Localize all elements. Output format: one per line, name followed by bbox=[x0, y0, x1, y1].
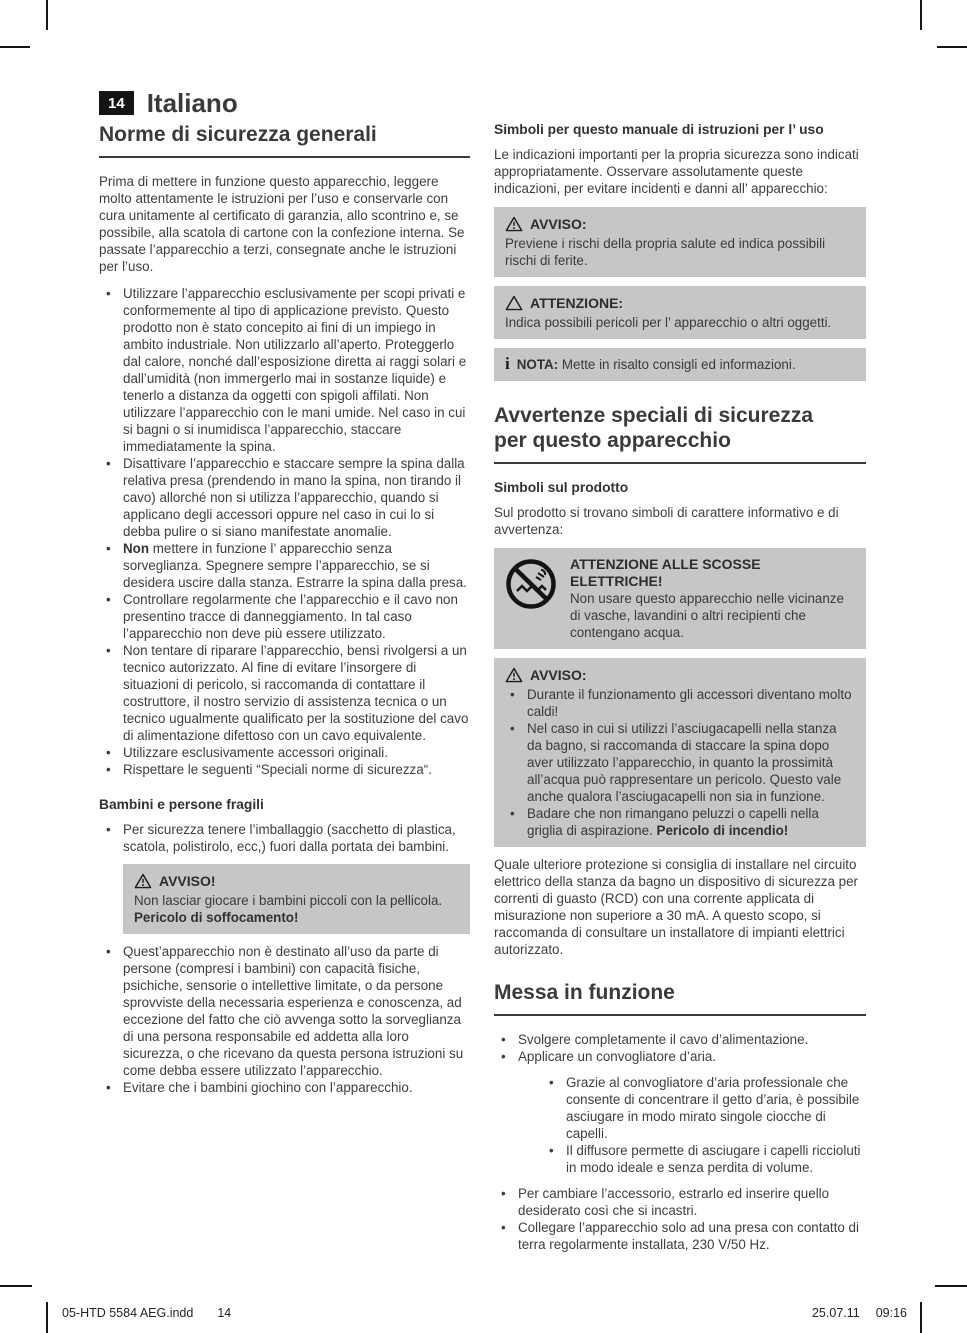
bullet-item: • Controllare regolarmente che l’apparecchio e il cavo non presentino tracce di danneggiamento. In tal caso l’apparecchio non deve più essere utilizzato. bbox=[99, 591, 470, 642]
operation-sub-bullet-list bbox=[542, 1074, 866, 1176]
crop-mark bbox=[0, 46, 30, 48]
bullet-item: • Rispettare le seguenti “Speciali norme di sicurezza“. bbox=[99, 761, 470, 778]
avviso-usage-title: AVVISO: bbox=[530, 667, 587, 683]
nota-text: Mette in risalto consigli ed informazioni. bbox=[561, 357, 796, 372]
bullet-item: • Non tentare di riparare l’apparecchio, bensì rivolgersi a un tecnico autorizzato. Al fine di evitare l’insorgere di situazioni di pericolo, si raccomanda di contattare il costruttore, il nostro servizio di assistenza tecnica o un tecnico ugualmente qualificato per la sostituzione del cavo di alimentazione difettoso con un cavo equivalente. bbox=[99, 642, 470, 744]
bullet-item: • Il diffusore permette di asciugare i capelli riccioluti in modo ideale e senza perdita di volume. bbox=[542, 1142, 866, 1176]
page-number-badge: 14 bbox=[99, 91, 134, 115]
bullet-item: • Applicare un convogliatore d’aria. • Grazie al convogliatore d’aria professionale che consente di concentrare il getto d’aria, è possibile asciugare in modo mirato singole ciocche di capelli. • Il diffusore permette di asciugare i capelli riccioluti in modo ideale e senza perdita di volume. bbox=[494, 1048, 866, 1176]
masthead bbox=[99, 90, 470, 116]
bullet-item: • Grazie al convogliatore d’aria professionale che consente di concentrare il getto d’aria, è possibile asciugare in modo mirato singole ciocche di capelli. bbox=[542, 1074, 866, 1142]
rcd-paragraph: Quale ulteriore protezione si consiglia di installare nel circuito elettrico della stanza da bagno un dispositivo di sicurezza per correnti di guasto (RCD) con una corrente applicata di misurazione non superiore a 30 mA. A questo scopo, si raccomanda di consultare un installatore di impianti elettrici autorizzato. bbox=[494, 857, 858, 957]
warning-triangle-icon bbox=[134, 873, 152, 889]
warning-box-suffocation bbox=[123, 864, 470, 934]
crop-mark bbox=[46, 0, 48, 30]
attenzione-box-text: Indica possibili pericoli per l’ apparecchio o altri oggetti. bbox=[505, 315, 832, 330]
bullet-item: • Nel caso in cui si utilizzi l’asciugacapelli nella stanza da bagno, si raccomanda di staccare la spina dopo aver utilizzato l’apparecchio, in quanto la prossimità all’acqua può rappresentare un pericolo. Questo vale anche qualora l’asciugacapelli non sia in funzione. bbox=[505, 720, 855, 805]
no-water-prohibition-icon bbox=[505, 558, 557, 610]
nota-text-wrap bbox=[517, 356, 796, 373]
warning-triangle-icon bbox=[505, 216, 523, 232]
bullet-item: • Utilizzare esclusivamente accessori originali. bbox=[99, 744, 470, 761]
info-icon: i bbox=[505, 354, 510, 373]
children-bullet-list-continued bbox=[99, 943, 470, 1096]
children-bullet-list bbox=[99, 821, 470, 855]
footer-date: 25.07.11 bbox=[811, 1306, 860, 1320]
footer-file-info bbox=[62, 1306, 231, 1320]
warning-box-title-row bbox=[134, 872, 459, 890]
shock-box-text-block bbox=[570, 556, 855, 641]
nota-line bbox=[505, 356, 855, 373]
bullet-item: • Durante il funzionamento gli accessori diventano molto caldi! bbox=[505, 686, 855, 720]
warning-triangle-icon bbox=[505, 667, 523, 683]
crop-mark bbox=[920, 0, 922, 30]
avviso-usage-box bbox=[494, 658, 866, 847]
avviso-box-text: Previene i rischi della propria salute ed indica possibili rischi di ferite. bbox=[505, 236, 826, 268]
subsection-heading-children: Bambini e persone fragili bbox=[99, 797, 264, 812]
bullet-item: • Quest’apparecchio non è destinato all’uso da parte di persone (compresi i bambini) con capacità fisiche, psichiche, sensorie o intellettive limitate, o da persone sprovviste della necessaria esperienza e conoscenza, ad eccezione del fatto che ciò avvenga sotto la sorveglianza di una persona responsabile ed addetta alla loro sicurezza, o che ricevano da questa persona istruzioni su come debba essere utilizzato l’apparecchio. bbox=[99, 943, 470, 1079]
crop-mark bbox=[935, 1285, 967, 1287]
nota-title: NOTA: bbox=[516, 357, 559, 372]
avviso-box-title: AVVISO: bbox=[530, 216, 587, 232]
bullet-item: • Utilizzare l’apparecchio esclusivamente per scopi privati e conformemente al tipo di applicazione previsto. Questo prodotto non è stato concepito ai fini di un impiego in ambito industriale. Non utilizzarlo all’aperto. Proteggerlo dal calore, nonché dall’esposizione diretta ai raggi solari e dall’umidità (non immergerlo mai in sostanze liquide) e tenerlo a distanza da oggetti con spigoli affilati. Non utilizzare l’apparecchio con le mani umide. Nel caso in cui si bagni o si inumidisca l’apparecchio, staccare immediatamente la spina. bbox=[99, 285, 470, 455]
right-column bbox=[494, 121, 866, 1253]
bullet-item: • Disattivare l’apparecchio e staccare sempre la spina dalla relativa presa (prendendo in mano la spina, non tirando il cavo) allorché non si utilizza l’apparecchio, quando si applicano degli accessori oppure nel caso in cui lo si debba pulire o si siano manifestate anomalie. bbox=[99, 455, 470, 540]
crop-mark bbox=[920, 1302, 922, 1333]
bullet-item: • Non mettere in funzione l’ apparecchio senza sorveglianza. Spegnere sempre l’apparecchio, se si desidera uscire dalla stanza. Estrarre la spina dalla presa. bbox=[99, 540, 470, 591]
attenzione-box-title-row bbox=[505, 294, 855, 312]
left-column bbox=[99, 90, 470, 1096]
crop-mark bbox=[46, 1302, 48, 1333]
attenzione-definition-box bbox=[494, 286, 866, 339]
bullet-item: • Badare che non rimangano peluzzi o capelli nella griglia di aspirazione. Pericolo di incendio! bbox=[505, 805, 855, 839]
subsection-heading-product-symbols: Simboli sul prodotto bbox=[494, 480, 629, 495]
crop-mark bbox=[0, 1285, 32, 1287]
footer-timestamp bbox=[812, 1306, 907, 1320]
general-safety-bullet-list bbox=[99, 285, 470, 778]
avviso-box-title-row bbox=[505, 215, 855, 233]
subsection-heading-manual-symbols: Simboli per questo manuale di istruzioni per l’ uso bbox=[494, 122, 824, 137]
bullet-item: • Per cambiare l’accessorio, estrarlo ed inserire quello desiderato così che si incastri. bbox=[494, 1185, 866, 1219]
intro-paragraph: Prima di mettere in funzione questo apparecchio, leggere molto attentamente le istruzioni per l’uso e conservarle con cura unitamente al certificato di garanzia, allo scontrino e, se possibile, alla scatola di cartone con la confezione interna. Se passate l’apparecchio a terzi, consegnate anche le istruzioni per l’uso. bbox=[99, 174, 465, 274]
section-heading-special-warnings: Avvertenze speciali di sicurezza per questo apparecchio bbox=[494, 403, 866, 464]
warning-box-danger-text: Pericolo di soffocamento! bbox=[134, 910, 299, 925]
warning-box-text: Non lasciar giocare i bambini piccoli con la pellicola. bbox=[134, 893, 443, 908]
footer-time: 09:16 bbox=[875, 1306, 907, 1320]
shock-box-title: ATTENZIONE ALLE SCOSSE ELETTRICHE! bbox=[570, 556, 761, 589]
footer-filename: 05-HTD 5584 AEG.indd bbox=[62, 1306, 194, 1320]
attenzione-box-title: ATTENZIONE: bbox=[530, 295, 624, 311]
warning-box-title: AVVISO! bbox=[159, 873, 216, 889]
shock-box-text: Non usare questo apparecchio nelle vicinanze di vasche, lavandini o altri recipienti che contengano acqua. bbox=[570, 591, 844, 640]
avviso-usage-bullet-list bbox=[505, 686, 855, 839]
bullet-item: • Per sicurezza tenere l’imballaggio (sacchetto di plastica, scatola, polistirolo, ecc,) fuori dalla portata dei bambini. bbox=[99, 821, 470, 855]
manual-symbols-intro: Le indicazioni importanti per la propria sicurezza sono indicati appropriatamente. Osservare assolutamente queste indicazioni, per evitare incidenti e danni all’ apparecchio: bbox=[494, 147, 859, 196]
avviso-definition-box bbox=[494, 207, 866, 277]
caution-triangle-icon bbox=[505, 295, 523, 311]
avviso-usage-title-row bbox=[505, 666, 855, 684]
section-heading-operation: Messa in funzione bbox=[494, 980, 866, 1016]
bullet-item: • Collegare l’apparecchio solo ad una presa con contatto di terra regolarmente installata, 230 V/50 Hz. bbox=[494, 1219, 866, 1253]
language-title: Italiano bbox=[146, 88, 238, 118]
footer-page-number: 14 bbox=[217, 1306, 232, 1320]
section-heading-general-safety: Norme di sicurezza generali bbox=[99, 122, 470, 158]
crop-mark bbox=[937, 46, 967, 48]
electric-shock-warning-box bbox=[494, 548, 866, 649]
bullet-item: • Svolgere completamente il cavo d’alimentazione. bbox=[494, 1031, 866, 1048]
nota-definition-box bbox=[494, 348, 866, 381]
operation-bullet-list bbox=[494, 1031, 866, 1253]
bullet-item: • Evitare che i bambini giochino con l’apparecchio. bbox=[99, 1079, 470, 1096]
product-symbols-intro: Sul prodotto si trovano simboli di carattere informativo e di avvertenza: bbox=[494, 505, 839, 537]
